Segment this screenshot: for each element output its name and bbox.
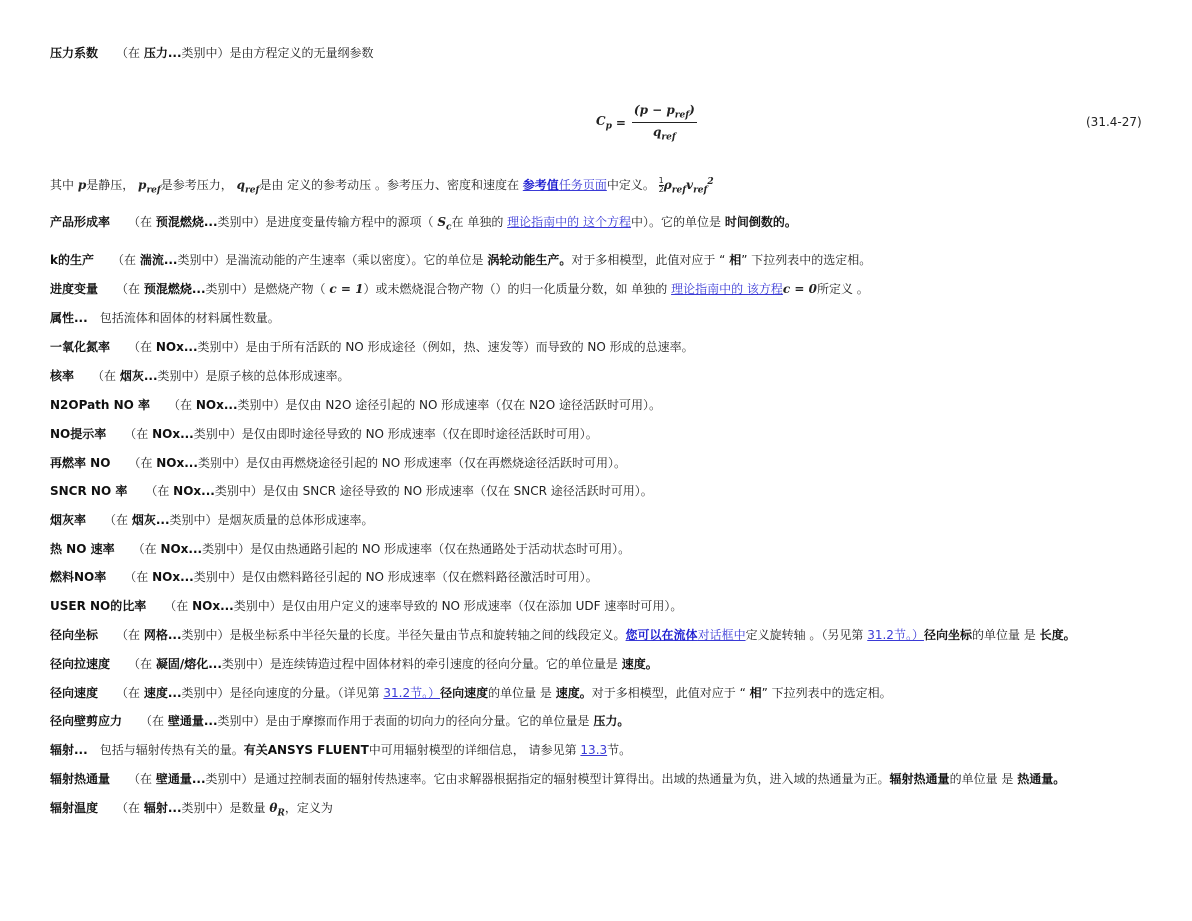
entry-fuel-no-rate: 燃料NO率 （在 NOx...类别中）是仅由燃料路径引起的 NO 形成速率（仅在燃料路径激活时可用）。 [50, 570, 598, 584]
text: （在 [116, 46, 144, 60]
entry-prompt-no-rate: NO提示率 （在 NOx...类别中）是仅由即时途径导致的 NO 形成速率（仅在即时途径活跃时可用）。 [50, 427, 598, 441]
term-nuclei-rate: 核率 [50, 369, 75, 383]
symbol-sc: $S_c$ [437, 215, 452, 233]
section-31-2-link[interactable]: 31.2节。） [867, 628, 924, 642]
symbol-half: $\frac{1}{2}$ [658, 176, 664, 194]
term-no-rate: 一氧化氮率 [50, 340, 111, 354]
entry-nuclei-rate: 核率 （在 烟灰...类别中）是原子核的总体形成速率。 [50, 369, 350, 383]
term-soot-rate: 烟灰率 [50, 513, 87, 527]
term-prompt-no-rate: NO提示率 [50, 427, 107, 441]
term-radiation-temperature: 辐射温度 [50, 801, 99, 815]
term-radial-pull-velocity: 径向拉速度 [50, 657, 111, 671]
entry-radiation-temperature: 辐射温度 （在 辐射...类别中）是数量 $\theta_R$，定义为 [50, 801, 333, 819]
entry-soot-rate: 烟灰率 （在 烟灰...类别中）是烟灰质量的总体形成速率。 [50, 513, 374, 527]
symbol-qref: $q_{ref}$ [236, 178, 260, 196]
entry-n2opath-no-rate: N2OPath NO 率 （在 NOx...类别中）是仅由 N2O 途径引起的 NO 形成速率（仅在 N2O 途径活跃时可用）。 [50, 398, 661, 412]
equation-number: (31.4-27) [1086, 115, 1142, 129]
symbol-pref: $p_{ref}$ [138, 178, 161, 196]
eq-denominator: $q_{ref}$ [653, 125, 676, 143]
eq-fraction [632, 103, 697, 143]
entry-progress-variable: 进度变量 （在 预混燃烧...类别中）是燃烧产物（ c = 1）或未燃烧混合物产物（）的归一化质量分数，如 单独的 理论指南中的 该方程c = 0所定义 。 [50, 282, 869, 296]
symbol-c-equals-1: c = 1 [329, 282, 364, 296]
term-k-production: k的生产 [50, 253, 94, 267]
entry-pressure-coefficient [50, 44, 374, 62]
entry-radial-velocity: 径向速度 （在 速度...类别中）是径向速度的分量。（详见第 31.2节。）径向速度的单位量 是 速度。对于多相模型，此值对应于 “ 相” 下拉列表中的选定相。 [50, 686, 892, 700]
term-properties: 属性... [50, 311, 88, 325]
entry-product-formation-rate: 产品形成率 （在 预混燃烧...类别中）是进度变量传输方程中的源项（ $S_c$在 单独的 理论指南中的 这个方程中）。它的单位是 时间倒数的。 [50, 215, 797, 233]
term-sncr-no-rate: SNCR NO 率 [50, 484, 128, 498]
term-radial-velocity: 径向速度 [50, 686, 99, 700]
entry-no-rate: 一氧化氮率 （在 NOx...类别中）是由于所有活跃的 NO 形成途径（例如，热、速发等）而导致的 NO 形成的总速率。 [50, 340, 694, 354]
term-radiation: 辐射... [50, 743, 88, 757]
term-fuel-no-rate: 燃料NO率 [50, 570, 107, 584]
category: 压力... [143, 46, 182, 60]
term-radial-wall-shear: 径向壁剪应力 [50, 714, 123, 728]
entry-reburn-no-rate: 再燃率 NO （在 NOx...类别中）是仅由再燃烧途径引起的 NO 形成速率（仅在再燃烧途径活跃时可用）。 [50, 456, 626, 470]
term-radiation-heat-flux: 辐射热通量 [50, 772, 111, 786]
eq-equals: = [615, 115, 626, 130]
entry-radiation-heat-flux: 辐射热通量 （在 壁通量...类别中）是通过控制表面的辐射传热速率。它由求解器根据指定的辐射模型计算得出。出域的热通量为负，进入域的热通量为正。辐射热通量的单位量 是 热通量。 [50, 772, 1066, 786]
symbol-theta-r: $\theta_R$ [269, 801, 285, 819]
entry-where-clause: 其中 p是静压， $p_{ref}$是参考压力， $q_{ref}$是由 定义的参考动压 。参考压力、密度和速度在 参考值任务页面中定义。 $\frac{1}{2}$ $\rho_{ref}v_{ref}^2$ [50, 176, 714, 196]
term-radial-coordinate: 径向坐标 [50, 628, 99, 642]
entry-radial-wall-shear: 径向壁剪应力 （在 壁通量...类别中）是由于摩擦而作用于表面的切向力的径向分量。它的单位量是 压力。 [50, 714, 630, 728]
theory-guide-equation-link[interactable]: 理论指南中的 这个方程 [507, 215, 631, 229]
theory-guide-equation-link-2[interactable]: 理论指南中的 该方程 [671, 282, 783, 296]
symbol-c-equals-0: c = 0 [782, 282, 817, 296]
section-13-3-link[interactable]: 13.3 [580, 743, 608, 757]
fluid-dialog-link[interactable]: 您可以在流体对话框中 [625, 628, 746, 642]
entry-k-production: k的生产 （在 湍流...类别中）是湍流动能的产生速率（乘以密度）。它的单位是 涡轮动能生产。对于多相模型，此值对应于 “ 相” 下拉列表中的选定相。 [50, 253, 872, 267]
entry-sncr-no-rate: SNCR NO 率 （在 NOx...类别中）是仅由 SNCR 途径导致的 NO 形成速率（仅在 SNCR 途径活跃时可用）。 [50, 484, 653, 498]
entry-thermal-no-rate: 热 NO 速率 （在 NOx...类别中）是仅由热通路引起的 NO 形成速率（仅在热通路处于活动状态时可用）。 [50, 542, 631, 556]
entry-radial-coordinate: 径向坐标 （在 网格...类别中）是极坐标系中半径矢量的长度。半径矢量由节点和旋转轴之间的线段定义。您可以在流体对话框中定义旋转轴 。（另见第 31.2节。）径向坐标的单位量 是 长度。 [50, 628, 1076, 642]
entry-radial-pull-velocity: 径向拉速度 （在 凝固/熔化...类别中）是连续铸造过程中固体材料的牵引速度的径向分量。它的单位量是 速度。 [50, 657, 658, 671]
term-user-no-rate: USER NO的比率 [50, 599, 147, 613]
eq-numerator: $(p - p_{ref})$ [632, 103, 697, 123]
term-progress-variable: 进度变量 [50, 282, 99, 296]
term-product-formation-rate: 产品形成率 [50, 215, 111, 229]
reference-values-link[interactable]: 参考值任务页面 [522, 178, 607, 192]
term-reburn-no-rate: 再燃率 NO [50, 456, 111, 470]
term-thermal-no-rate: 热 NO 速率 [50, 542, 115, 556]
term-pressure-coefficient: 压力系数 [50, 46, 99, 60]
entry-radiation: 辐射... 包括与辐射传热有关的量。有关ANSYS FLUENT中可用辐射模型的详细信息， 请参见第 13.3节。 [50, 743, 632, 757]
symbol-dynamic-pressure: $\rho_{ref}v_{ref}^2$ [663, 177, 714, 196]
section-31-2-link-2[interactable]: 31.2节。） [383, 686, 441, 700]
equation-31-4-27 [596, 103, 697, 143]
eq-lhs: $C_p$ [596, 114, 612, 132]
text: 类别中）是由方程定义的无量纲参数 [181, 46, 374, 60]
entry-user-no-rate: USER NO的比率 （在 NOx...类别中）是仅由用户定义的速率导致的 NO 形成速率（仅在添加 UDF 速率时可用）。 [50, 599, 683, 613]
symbol-p: p [77, 178, 87, 192]
term-n2opath-no-rate: N2OPath NO 率 [50, 398, 151, 412]
entry-properties: 属性... 包括流体和固体的材料属性数量。 [50, 311, 280, 325]
